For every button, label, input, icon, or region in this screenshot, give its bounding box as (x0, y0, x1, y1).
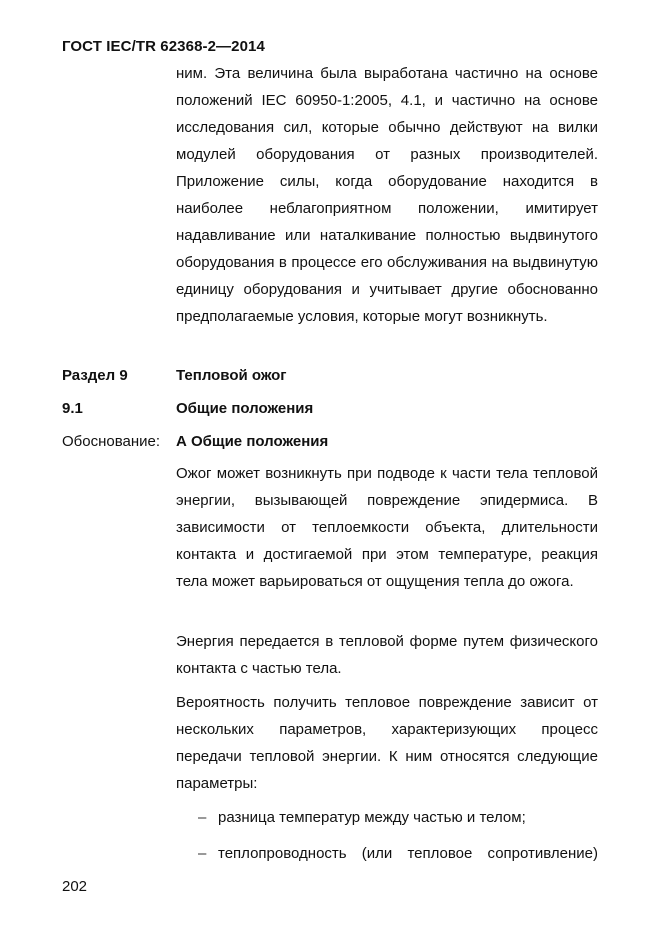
paragraph-burn: Ожог может возникнуть при подводе к части тела тепловой энергии, вызывающей повреждение эпидермиса. В зависимости от теплоемкости объекта, длительности контакта и достигаемой при этом температуре, реакция тела может варьироваться от ощущения тепла до ожога. (176, 465, 598, 590)
dash-marker: – (198, 845, 207, 862)
subsection-label: 9.1 (62, 400, 83, 417)
rationale-label: Обоснование: (62, 433, 161, 450)
continuation-paragraph: ним. Эта величина была выработана частично на основе положений IEC 60950-1:2005, 4.1, и частично на основе исследования сил, которые обычно действуют на вилки модулей оборудования от разных производителей. Приложение силы, когда оборудование находится в наиболее неблагоприятном положении, имитирует надавливание или наталкивание полностью выдвинутого оборудования в процессе его обслуживания на выдвинутую единицу оборудования и учитывает другие обоснованно предполагаемые условия, которые могут возникнуть. (176, 65, 598, 325)
paragraph-probability: Вероятность получить тепловое повреждение зависит от нескольких параметров, характеризующих процесс передачи тепловой энергии. К ним относятся следующие параметры: (176, 694, 598, 792)
section-title: Тепловой ожог (176, 367, 287, 384)
list-item (198, 840, 598, 867)
subsection-title: Общие положения (176, 400, 314, 417)
section-label: Раздел 9 (62, 367, 128, 384)
list-item (198, 804, 598, 831)
paragraph-energy: Энергия передается в тепловой форме путем физического контакта с частью тела. (176, 633, 598, 677)
dash-marker: – (198, 809, 207, 826)
list-item-text: теплопроводность (или тепловое сопротивление) (218, 845, 598, 862)
page-number: 202 (62, 878, 88, 895)
document-header: ГОСТ IEC/TR 62368-2—2014 (62, 38, 265, 55)
list-item-text: разница температур между частью и телом; (218, 809, 526, 826)
rationale-title: А Общие положения (176, 433, 329, 450)
